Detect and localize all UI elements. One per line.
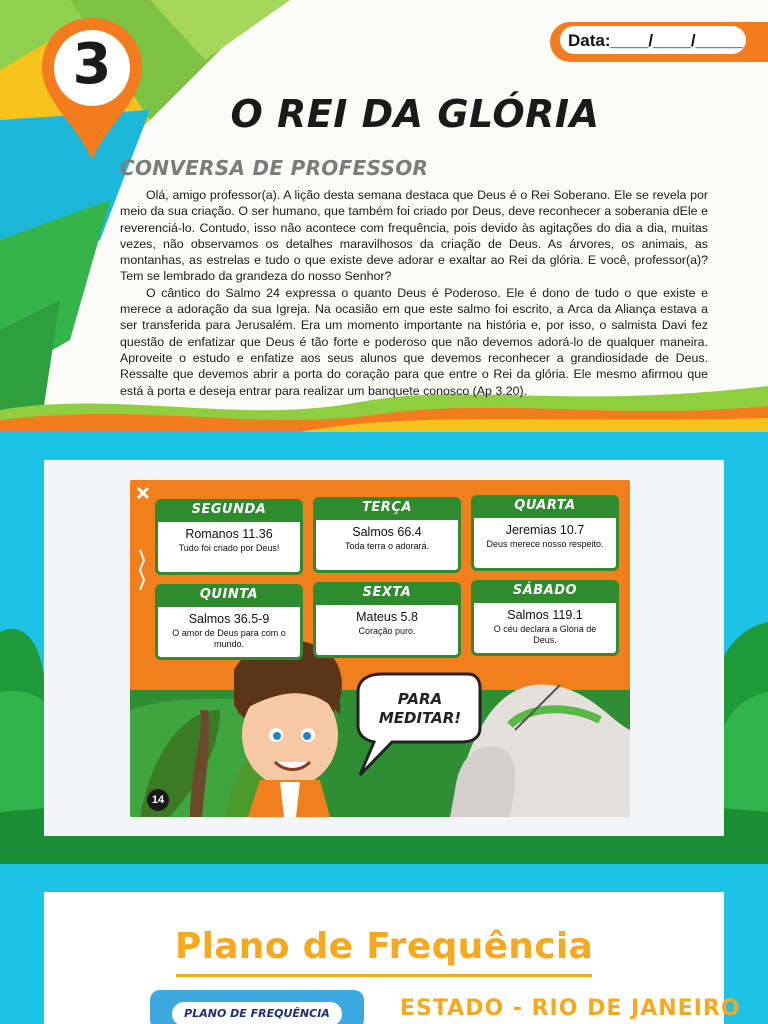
day-body	[155, 604, 303, 660]
day-card-saturday	[471, 580, 619, 656]
day-body	[313, 517, 461, 573]
day-card-wednesday	[471, 495, 619, 571]
verse-desc: Coração puro.	[358, 626, 416, 636]
day-card-tuesday	[313, 497, 461, 573]
verse-ref: Romanos 11.36	[185, 527, 273, 541]
day-body	[471, 600, 619, 656]
day-label: SEXTA	[313, 582, 461, 604]
day-label: QUINTA	[155, 584, 303, 606]
lesson-number: 3	[72, 32, 112, 97]
section-title: CONVERSA DE PROFESSOR	[120, 156, 429, 180]
verse-ref: Jeremias 10.7	[505, 523, 585, 537]
plan-state: ESTADO - RIO DE JANEIRO	[400, 996, 741, 1021]
verse-ref: Salmos 36.5-9	[188, 612, 270, 626]
day-card-thursday	[155, 584, 303, 660]
day-card-friday	[313, 582, 461, 658]
verse-ref: Mateus 5.8	[356, 610, 418, 624]
paragraph: O cântico do Salmo 24 expressa o quanto Deus é Poderoso. Ele é dono de tudo o que existe e merece a adoração da sua Igreja. Na ocasião em que este salmo foi escrito, a Arca da Aliança estava a ser transferida para Jerusalém. Era um momento importante na história e, por isso, o salmista Davi fez questão de enfatizar que Deus é tão forte e poderoso que não devemos adorá-lo de qualquer maneira. Aproveite o estudo e enfatize aos seus alunos que devemos reconhecer a grandiosidade de Deus. Ressalte que devemos abrir a porta do coração para que entre o Rei da glória. Ele mesmo afirmou que está à porta e deseja entrar para realizar um banquete conosco (Ap 3.20).	[120, 285, 708, 398]
verse-ref: Salmos 119.1	[507, 608, 583, 622]
verse-desc: Toda terra o adorará.	[344, 541, 430, 551]
day-body	[313, 602, 461, 658]
verse-ref: Salmos 66.4	[352, 525, 422, 539]
day-label: SEGUNDA	[155, 499, 303, 521]
lesson-page	[0, 0, 768, 432]
day-body	[471, 515, 619, 571]
speech-bubble-text: PARA MEDITAR!	[378, 690, 462, 727]
lesson-text	[120, 187, 708, 399]
verse-desc: Deus merece nosso respeito.	[486, 539, 604, 549]
verse-desc: O céu declara a Glória de Deus.	[493, 624, 597, 645]
lesson-title: O REI DA GLÓRIA	[230, 92, 600, 136]
day-body	[155, 519, 303, 575]
paragraph: Olá, amigo professor(a). A lição desta semana destaca que Deus é o Rei Soberano. Ele se revela por meio da sua criação. O ser humano, que também foi criado por Deus, deve reconhecer a soberania dEle e reverenciá-lo. Contudo, isso não acontece com frequência, pois devido às agitações do dia a dia, muitas vezes, não observamos os detalhes maravilhosos da criação de Deus. As árvores, os animais, as montanhas, as estrelas e tudo o que existe deve adorar e exaltar ao Rei da glória. E você, professor(a)? Tem se lembrado da grandeza do nosso Senhor?	[120, 188, 708, 284]
day-label: SÁBADO	[471, 580, 619, 602]
plan-title: Plano de Frequência	[174, 926, 594, 967]
day-card-monday	[155, 499, 303, 575]
plan-title-underline	[176, 974, 592, 977]
page-number: 14	[147, 789, 169, 811]
plan-badge-label: PLANO DE FREQUÊNCIA	[172, 1002, 342, 1024]
day-label: TERÇA	[313, 497, 461, 519]
verse-desc: O amor de Deus para com o mundo.	[172, 628, 286, 649]
day-label: QUARTA	[471, 495, 619, 517]
verse-desc: Tudo foi criado por Deus!	[178, 543, 280, 553]
date-field: Data:____/____/_____	[560, 26, 746, 54]
